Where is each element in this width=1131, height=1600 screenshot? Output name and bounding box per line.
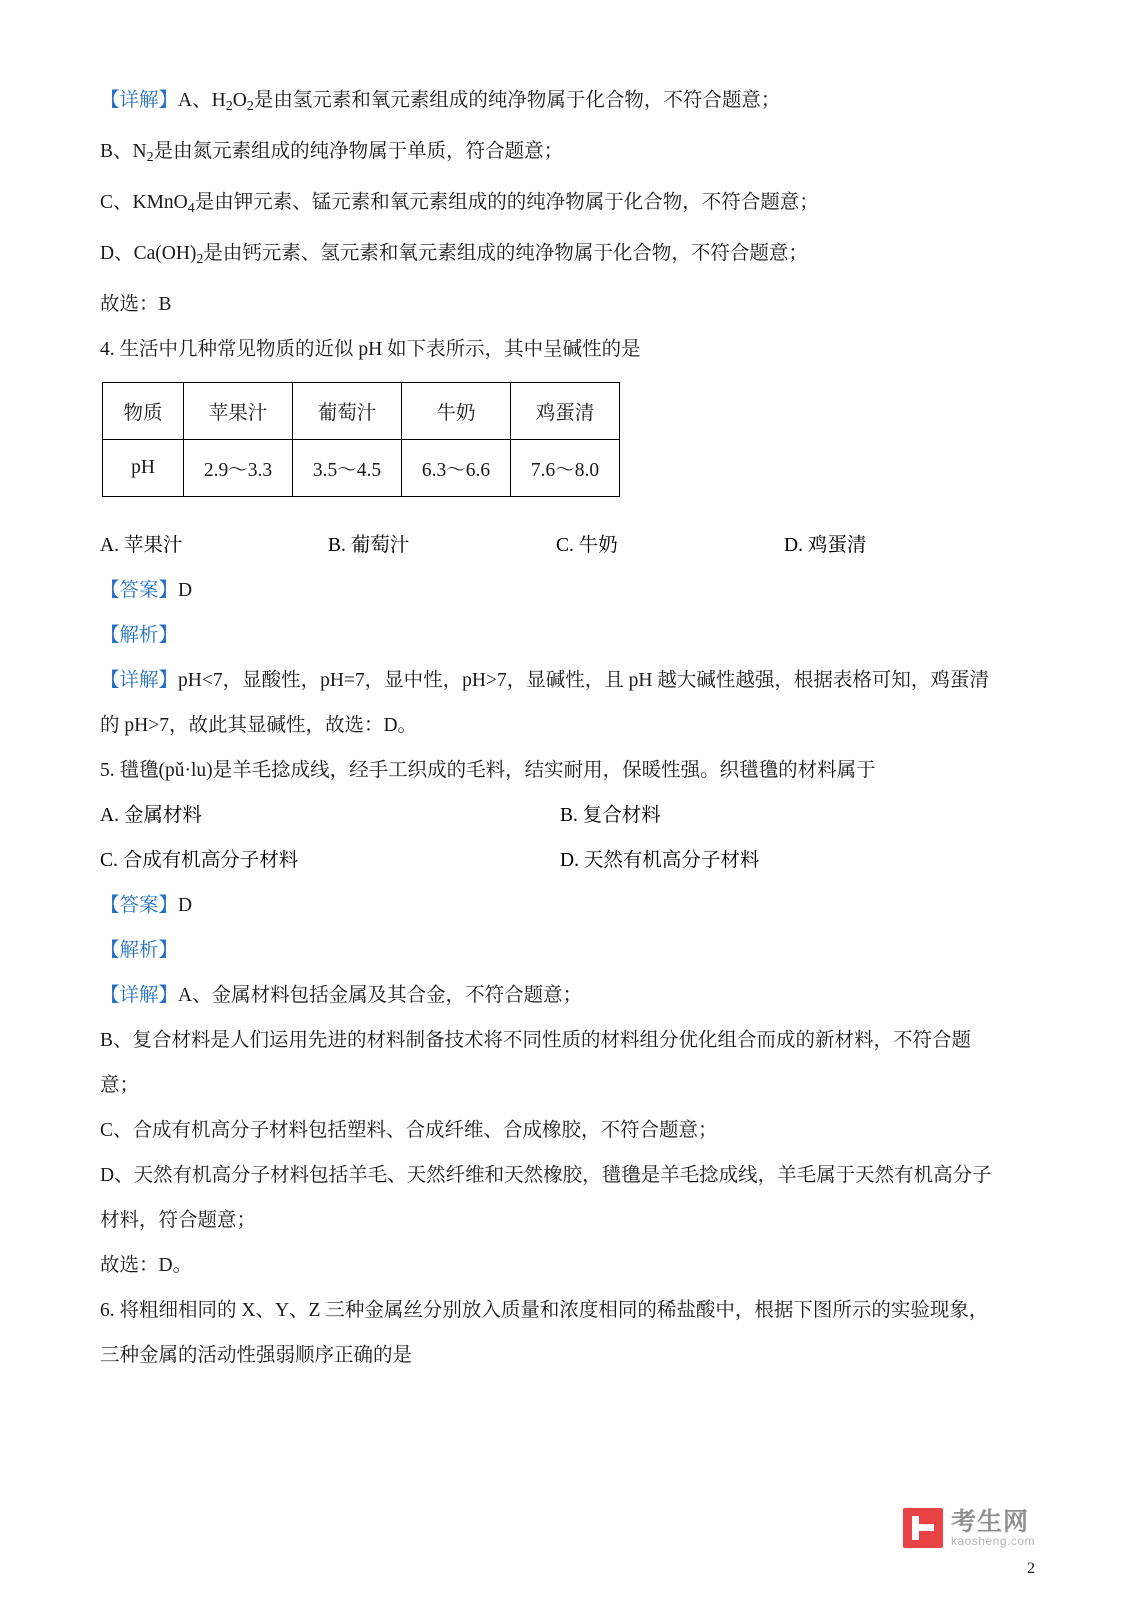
q3-detail-line-b xyxy=(100,129,1031,180)
q4-answer-value: D xyxy=(178,579,193,601)
watermark-en: kaosheng.com xyxy=(950,1533,1035,1548)
q3-line-a-sub2: 2 xyxy=(246,97,254,114)
q5-option-b: B. 复合材料 xyxy=(560,804,661,826)
table-cell: 2.9～3.3 xyxy=(184,439,293,496)
q5-detail-a xyxy=(100,973,1031,1018)
q3-line-c-pre: C、KMnO xyxy=(100,191,188,213)
table-cell: 6.3～6.6 xyxy=(402,439,511,496)
detail-tag: 【详解】 xyxy=(100,90,179,111)
q3-detail-line-c xyxy=(100,180,1031,231)
q3-line-b-post: 是由氮元素组成的纯净物属于单质，符合题意； xyxy=(153,140,564,162)
q5-detail-c: C、合成有机高分子材料包括塑料、合成纤维、合成橡胶，不符合题意； xyxy=(100,1119,718,1141)
q5-stem: 5. 氆氇(pǔ·lu)是羊毛捻成线，经手工织成的毛料，结实耐用，保暖性强。织氆氇的材料属于 xyxy=(100,759,876,781)
answer-tag: 【答案】 xyxy=(100,579,179,601)
q4-detail-line1 xyxy=(100,658,1031,703)
q5-detail-d-line2: 材料，符合题意； xyxy=(100,1209,257,1231)
q3-line-d-sub: 2 xyxy=(196,250,204,267)
q3-line-b-pre: B、N xyxy=(100,140,147,162)
q3-line-c-post: 是由钾元素、锰元素和氧元素组成的的纯净物属于化合物，不符合题意； xyxy=(194,191,819,213)
q4-options xyxy=(100,523,1031,568)
q3-line-d-post: 是由钙元素、氢元素和氧元素组成的纯净物属于化合物，不符合题意； xyxy=(203,242,808,264)
table-cell: 物质 xyxy=(103,382,184,439)
q5-detail-b-line2: 意； xyxy=(100,1074,140,1096)
q5-answer xyxy=(100,883,1031,928)
q4-option-b: B. 葡萄汁 xyxy=(328,534,410,556)
q4-stem: 4. 生活中几种常见物质的近似 pH 如下表所示，其中呈碱性的是 xyxy=(100,338,641,360)
q3-detail-line-d xyxy=(100,231,1031,282)
q5-options-row2 xyxy=(100,838,1031,883)
q4-option-c: C. 牛奶 xyxy=(556,534,618,556)
q4-option-a: A. 苹果汁 xyxy=(100,534,183,556)
answer-tag: 【答案】 xyxy=(100,894,179,916)
q5-analysis-tag: 【解析】 xyxy=(100,939,179,961)
q4-option-d: D. 鸡蛋清 xyxy=(784,534,867,556)
q3-answer-line: 故选：B xyxy=(100,293,172,315)
table-row xyxy=(103,439,620,496)
q5-option-a: A. 金属材料 xyxy=(100,804,202,826)
q5-answer-value: D xyxy=(178,894,193,916)
q3-line-a-sub1: 2 xyxy=(225,97,233,114)
q5-detail-a-text: A、金属材料包括金属及其合金，不符合题意； xyxy=(178,984,583,1006)
watermark-text xyxy=(951,1509,1035,1548)
q3-line-c-sub: 4 xyxy=(187,199,195,216)
q5-answer-line: 故选：D。 xyxy=(100,1254,193,1276)
detail-tag: 【详解】 xyxy=(100,984,179,1006)
table-cell: 7.6～8.0 xyxy=(511,439,620,496)
spacer xyxy=(100,497,1031,523)
q3-line-a-post: 是由氢元素和氧元素组成的纯净物属于化合物，不符合题意； xyxy=(253,90,781,111)
watermark xyxy=(903,1508,1035,1548)
table-cell: 苹果汁 xyxy=(184,382,293,439)
q6-stem-line2: 三种金属的活动性强弱顺序正确的是 xyxy=(100,1344,413,1366)
q3-line-b-sub: 2 xyxy=(146,148,154,165)
q5-detail-d-line1: D、天然有机高分子材料包括羊毛、天然纤维和天然橡胶，氆氇是羊毛捻成线，羊毛属于天然有机高分子 xyxy=(100,1164,992,1186)
watermark-cn: 考生网 xyxy=(950,1507,1029,1536)
q3-line-d-pre: D、Ca(OH) xyxy=(100,242,197,264)
q4-detail-text1: pH<7，显酸性，pH=7，显中性，pH>7，显碱性，且 pH 越大碱性越强，根据表格可知，鸡蛋清 xyxy=(178,669,989,691)
q6-stem-line1: 6. 将粗细相同的 X、Y、Z 三种金属丝分别放入质量和浓度相同的稀盐酸中，根据下图所示的实验现象， xyxy=(100,1299,989,1321)
table-cell: 葡萄汁 xyxy=(293,382,402,439)
q3-detail-line-a xyxy=(100,78,1031,129)
table-cell: pH xyxy=(103,439,184,496)
q4-analysis-tag: 【解析】 xyxy=(100,624,179,646)
table-cell: 3.5～4.5 xyxy=(293,439,402,496)
ph-table xyxy=(102,382,620,497)
watermark-logo-icon xyxy=(903,1508,943,1548)
q5-options-row1 xyxy=(100,793,1031,838)
q5-detail-b-line1: B、复合材料是人们运用先进的材料制备技术将不同性质的材料组分优化组合而成的新材料，不符合题 xyxy=(100,1029,972,1051)
q3-line-a-pre: A、H xyxy=(178,90,226,111)
q4-detail-line2: 的 pH>7，故此其显碱性，故选：D。 xyxy=(100,714,418,736)
table-cell: 鸡蛋清 xyxy=(511,382,620,439)
table-cell: 牛奶 xyxy=(402,382,511,439)
page-number: 2 xyxy=(1027,1560,1035,1577)
q5-option-c: C. 合成有机高分子材料 xyxy=(100,849,299,871)
q4-answer xyxy=(100,568,1031,613)
q5-option-d: D. 天然有机高分子材料 xyxy=(560,849,760,871)
detail-tag: 【详解】 xyxy=(100,669,179,691)
table-row-header xyxy=(103,382,620,439)
q3-line-a-mid: O xyxy=(232,90,247,111)
